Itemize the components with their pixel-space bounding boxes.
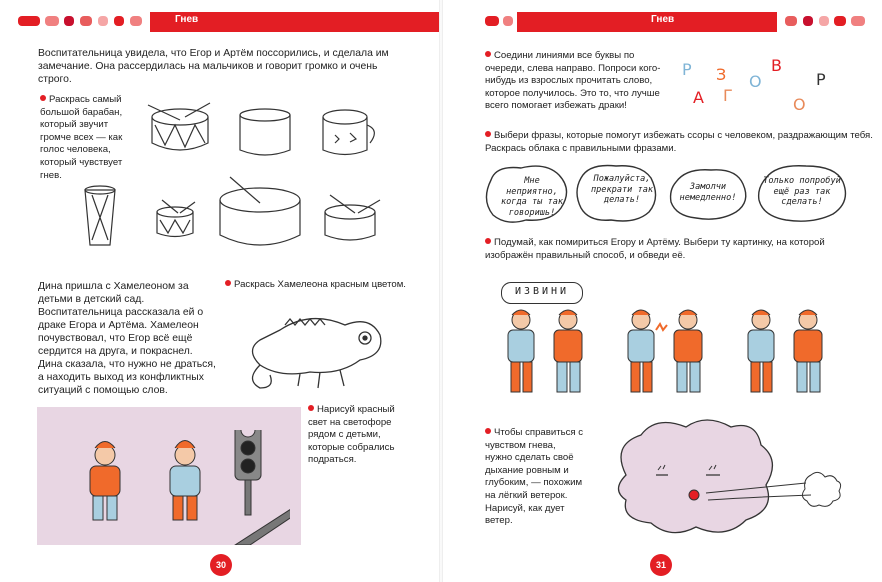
traffic-task-text: Нарисуй красный свет на светофоре рядом с детьми, которые собрались подраться. [308, 404, 395, 466]
bullet-dot [308, 405, 314, 411]
phrase-cloud-3[interactable]: Замолчи немедленно! [679, 182, 737, 203]
phrase-cloud-4[interactable]: Только попробуй ещё раз так сделать! [763, 176, 841, 207]
color-swatch [80, 16, 92, 26]
page-number: 31 [650, 554, 672, 576]
header-bar [517, 12, 777, 32]
bullet-dot [225, 280, 231, 286]
color-swatch [98, 16, 108, 26]
color-swatch [114, 16, 124, 26]
phrase-cloud-1[interactable]: Мне неприятно, когда ты так говоришь! [500, 176, 564, 218]
puzzle-letter[interactable]: Р [682, 60, 692, 79]
color-swatch [834, 16, 846, 26]
color-swatch [64, 16, 74, 26]
fighting-kids-illustration [60, 430, 290, 545]
intro-text: Воспитательница увидела, что Егор и Артём поссорились, и сделала им замечание. Она рассердилась на мальчиков и говорит громко и очень строго. [38, 48, 389, 85]
bullet-dot [40, 95, 46, 101]
puzzle-letter[interactable]: В [771, 56, 782, 75]
drum-task-text: Раскрась самый большой барабан, который звучит громче всех — как голос человека, который чувствует гнев. [40, 94, 123, 181]
story-paragraph-2: Дина сказала, что нужно не драться, а находить выход из конфликтных ситуаций с помощью слов. [38, 359, 216, 396]
color-swatch [503, 16, 513, 26]
color-swatch [130, 16, 142, 26]
color-swatch [485, 16, 499, 26]
color-swatch [18, 16, 40, 26]
color-swatch [819, 16, 829, 26]
drums-illustration [80, 95, 400, 265]
color-swatch [803, 16, 813, 26]
puzzle-letter[interactable]: З [716, 65, 727, 84]
puzzle-letter[interactable]: О [793, 95, 806, 114]
chameleon-task [225, 279, 415, 292]
puzzle-letter[interactable]: А [693, 88, 704, 107]
letters-task-text: Соедини линиями все буквы по очереди, слева направо. Попроси кого-нибудь из взрослых прочитать слово, которое получилось. Это то, что лучше всего помогает избежать драки! [485, 50, 661, 112]
puzzle-letter[interactable]: О [749, 72, 762, 91]
right-page [441, 0, 882, 582]
traffic-task [308, 404, 408, 467]
section-title: Гнев [651, 14, 675, 25]
bullet-dot [485, 131, 491, 137]
wind-task [485, 427, 585, 528]
speech-word: ИЗВИНИ [514, 286, 570, 297]
chameleon-task-text: Раскрась Хамелеона красным цветом. [234, 279, 406, 290]
bullet-dot [485, 51, 491, 57]
reconcile-task-text: Подумай, как помириться Егору и Артёму. Выбери ту картинку, на которой изображён правильный способ, и обведи её. [485, 237, 825, 261]
puzzle-letter[interactable]: Р [816, 70, 826, 89]
puzzle-letter[interactable]: Г [723, 86, 733, 105]
letters-task [485, 50, 665, 113]
phrases-task-text: Выбери фразы, которые помогут избежать ссоры с человеком, раздражающим тебя. Раскрась облака с правильными фразами. [485, 130, 873, 154]
bullet-dot [485, 238, 491, 244]
page-number: 30 [210, 554, 232, 576]
phrases-task [485, 130, 880, 155]
color-swatch [45, 16, 59, 26]
bullet-dot [485, 428, 491, 434]
phrase-cloud-2[interactable]: Пожалуйста, прекрати так делать! [590, 174, 654, 205]
wind-task-text: Чтобы справиться с чувством гнева, нужно сделать своё дыхание ровным и глубоким, — похожим на лёгкий ветерок. Нарисуй, как дует ветер. [485, 427, 584, 527]
chameleon-illustration [240, 300, 410, 395]
reconcile-task [485, 237, 855, 262]
color-swatch [785, 16, 797, 26]
section-title: Гнев [175, 14, 199, 25]
color-swatch [851, 16, 865, 26]
story-paragraph-1: Дина пришла с Хамелеоном за детьми в детский сад. Воспитательница рассказала ей о драке Егора и Артёма. Хамелеон почувствовал, что Егор всё ещё сердится на друга, и покраснел. [38, 281, 204, 357]
blowing-cloud-illustration [606, 415, 876, 545]
reconcile-pictures[interactable] [496, 305, 876, 405]
